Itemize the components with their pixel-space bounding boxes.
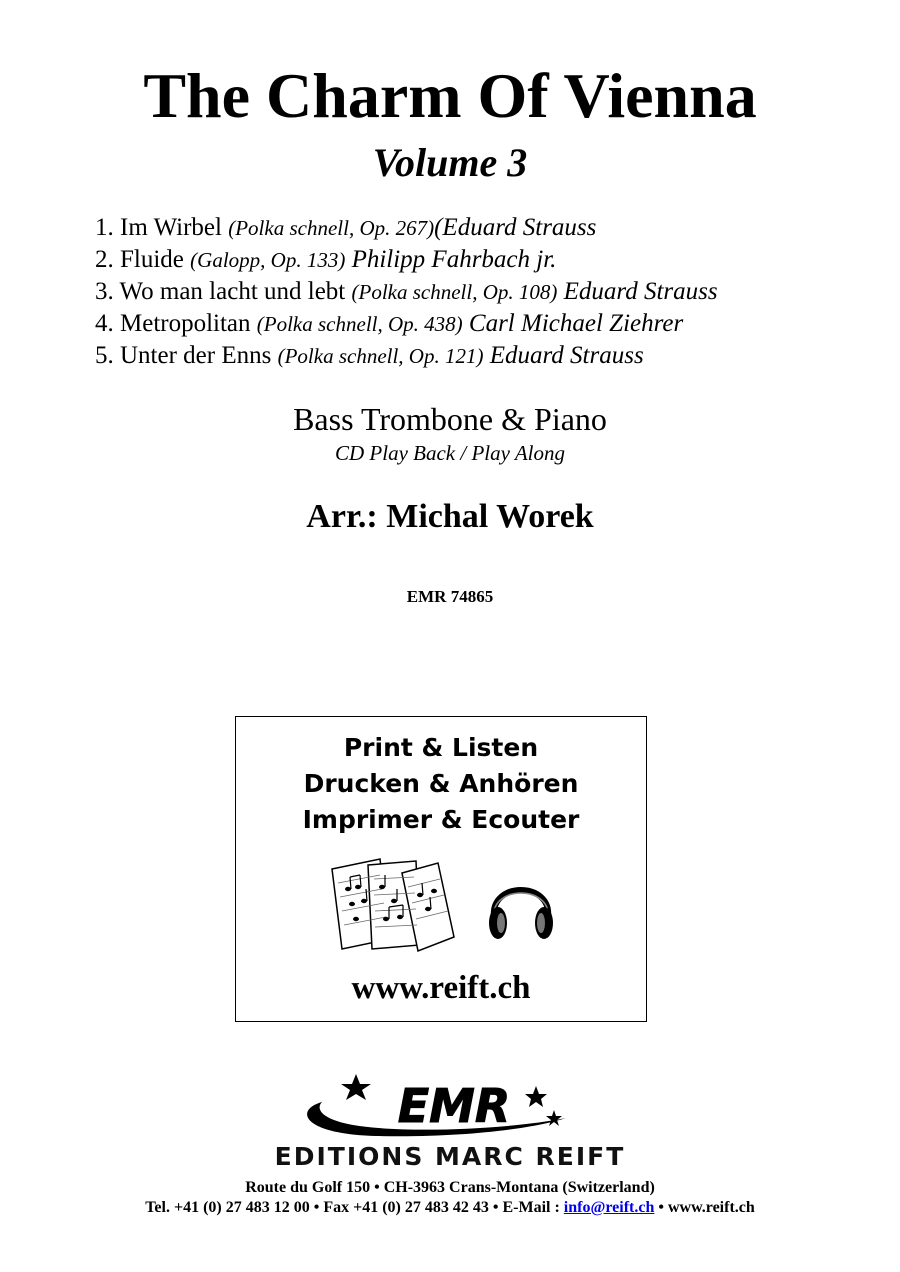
publisher-name: EDITIONS MARC REIFT (274, 1142, 626, 1171)
arranger: Arr.: Michal Worek (306, 498, 594, 535)
page-title: The Charm Of Vienna (143, 60, 757, 131)
track-name: 3. Wo man lacht und lebt (95, 278, 346, 305)
cd-note: CD Play Back / Play Along (335, 441, 565, 465)
track-composer: Eduard Strauss (563, 278, 718, 305)
promo-line-english: Print & Listen (343, 733, 539, 762)
emr-logo (236, 1072, 666, 1144)
publisher-address: Route du Golf 150 • CH-3963 Crans-Montana (Switzerland) (245, 1179, 655, 1196)
promo-line-german: Drucken & Anhören (303, 769, 579, 798)
track-name: 1. Im Wirbel (95, 214, 222, 241)
track-list (95, 212, 718, 372)
track-composer: Philipp Fahrbach jr. (351, 246, 557, 273)
track-name: 2. Fluide (95, 246, 184, 273)
promo-line-french: Imprimer & Ecouter (302, 805, 580, 834)
logo-text: EMR (397, 1079, 511, 1133)
sheet-music-icon (328, 857, 458, 957)
track-details: (Galopp, Op. 133) (190, 248, 346, 272)
track-item (95, 212, 718, 244)
contact-website: • www.reift.ch (654, 1199, 755, 1216)
track-item (95, 340, 718, 372)
track-composer: (Eduard Strauss (434, 214, 597, 241)
track-name: 5. Unter der Enns (95, 342, 272, 369)
track-details: (Polka schnell, Op. 121) (277, 344, 484, 368)
track-details: (Polka schnell, Op. 267) (228, 216, 435, 240)
publisher-contact (0, 1197, 900, 1219)
promo-website: www.reift.ch (351, 970, 531, 1006)
track-item (95, 308, 718, 340)
track-item (95, 244, 718, 276)
instrumentation: Bass Trombone & Piano (293, 401, 607, 437)
promo-box (235, 716, 647, 1022)
track-name: 4. Metropolitan (95, 310, 251, 337)
headphones-icon (486, 867, 556, 947)
catalog-number: EMR 74865 (406, 587, 494, 606)
track-composer: Eduard Strauss (489, 342, 644, 369)
track-details: (Polka schnell, Op. 438) (256, 312, 463, 336)
track-composer: Carl Michael Ziehrer (468, 310, 684, 337)
track-details: (Polka schnell, Op. 108) (351, 280, 558, 304)
contact-phone-fax: Tel. +41 (0) 27 483 12 00 • Fax +41 (0) 27 483 42 43 • E-Mail : (145, 1199, 564, 1216)
volume-subtitle: Volume 3 (372, 140, 528, 185)
email-link[interactable]: info@reift.ch (563, 1199, 655, 1216)
track-item (95, 276, 718, 308)
